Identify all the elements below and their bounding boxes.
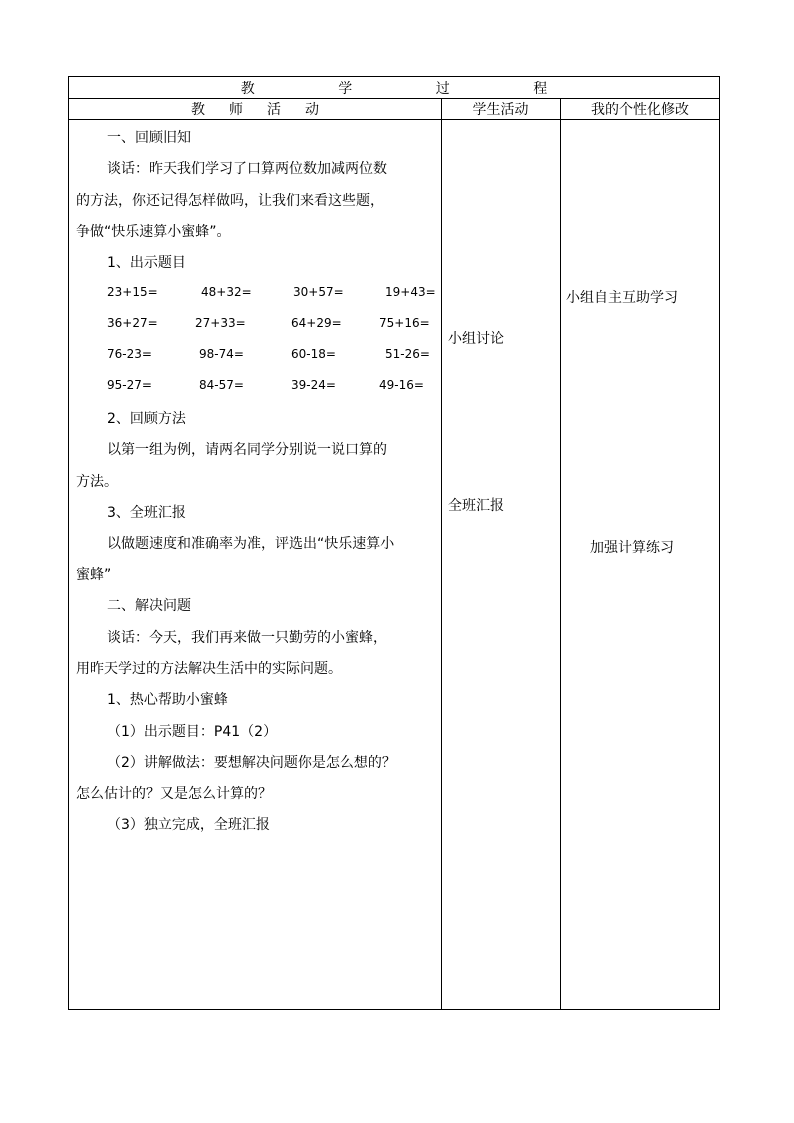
calc-item: 49-16= (379, 378, 424, 392)
calc-item: 27+33= (195, 316, 246, 330)
calc-item: 30+57= (293, 285, 344, 299)
table-title (69, 77, 719, 98)
calc-item: 36+27= (107, 316, 158, 330)
student-note: 全班汇报 (448, 498, 504, 514)
title-char: 过 (435, 80, 450, 97)
title-char: 教 (240, 80, 255, 97)
text-line: 怎么估计的？又是怎么计算的？ (76, 786, 272, 802)
title-char: 程 (533, 80, 548, 97)
calc-item: 98-74= (199, 347, 244, 361)
calc-item: 48+32= (201, 285, 252, 299)
edit-note: 加强计算练习 (590, 540, 674, 556)
subsection-heading: 2、回顾方法 (107, 411, 186, 427)
calc-item: 19+43= (385, 285, 436, 299)
column-divider-1 (441, 98, 442, 1009)
lesson-plan-table (68, 76, 720, 1010)
personal-edit-header: 我的个性化修改 (591, 101, 689, 118)
header-char: 活 (267, 101, 281, 118)
calc-item: 51-26= (385, 347, 430, 361)
text-line: 蜜蜂” (76, 567, 112, 583)
subsection-heading: 3、全班汇报 (107, 505, 186, 521)
text-line: 谈话：昨天我们学习了口算两位数加减两位数 (107, 161, 387, 177)
section-heading: 一、回顾旧知 (107, 130, 191, 146)
text-line: （2）讲解做法：要想解决问题你是怎么想的？ (107, 755, 396, 771)
calc-item: 23+15= (107, 285, 158, 299)
text-line: 方法。 (76, 474, 118, 490)
text-line: 以做题速度和准确率为准，评选出“快乐速算小 (107, 536, 395, 552)
edit-note: 小组自主互助学习 (566, 290, 678, 306)
calc-item: 60-18= (291, 347, 336, 361)
column-divider-2 (560, 98, 561, 1009)
text-line: 以第一组为例，请两名同学分别说一说口算的 (107, 442, 387, 458)
text-line: 的方法，你还记得怎样做吗，让我们来看这些题， (76, 193, 384, 209)
section-heading: 二、解决问题 (107, 598, 191, 614)
text-line: 争做“快乐速算小蜜蜂”。 (76, 224, 231, 240)
text-line: （3）独立完成，全班汇报 (107, 817, 270, 833)
calc-item: 64+29= (291, 316, 342, 330)
header-divider (69, 119, 719, 120)
teacher-activity-header (69, 98, 441, 119)
student-note: 小组讨论 (448, 331, 504, 347)
text-line: （1）出示题目：P41（2） (107, 724, 278, 740)
calc-item: 84-57= (199, 378, 244, 392)
calc-item: 75+16= (379, 316, 430, 330)
header-char: 教 (191, 101, 205, 118)
calc-item: 39-24= (291, 378, 336, 392)
text-line: 用昨天学过的方法解决生活中的实际问题。 (76, 661, 342, 677)
text-line: 谈话：今天，我们再来做一只勤劳的小蜜蜂， (107, 630, 387, 646)
calc-item: 95-27= (107, 378, 152, 392)
header-char: 师 (229, 101, 243, 118)
calc-item: 76-23= (107, 347, 152, 361)
subsection-heading: 1、出示题目 (107, 255, 186, 271)
subsection-heading: 1、热心帮助小蜜蜂 (107, 692, 228, 708)
title-char: 学 (338, 80, 353, 97)
student-activity-header: 学生活动 (472, 101, 529, 118)
header-char: 动 (305, 101, 319, 118)
